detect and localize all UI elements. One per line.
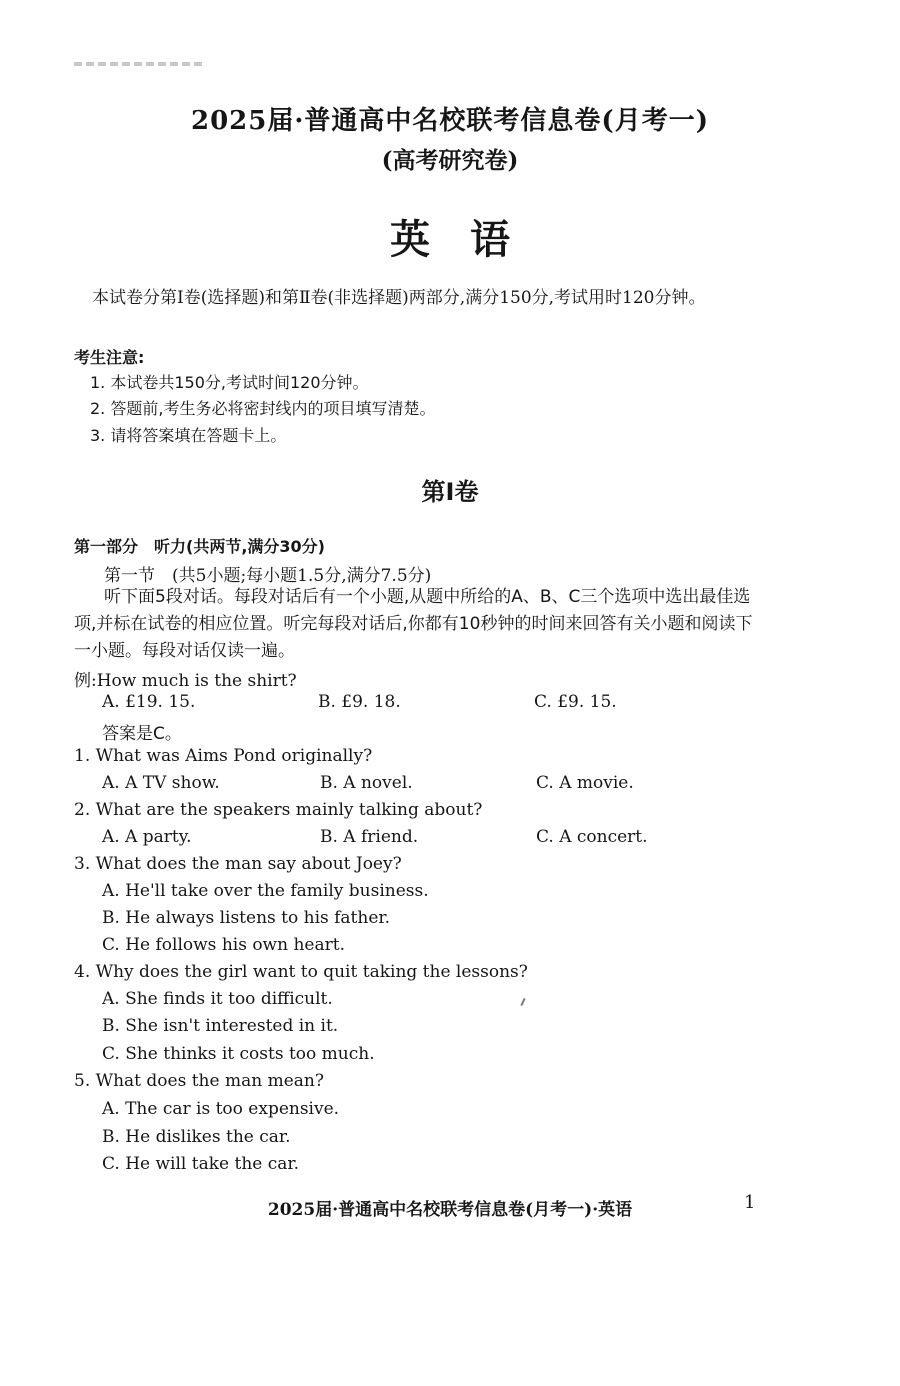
question-3: 3. What does the man say about Joey?	[74, 854, 402, 874]
question-4-option-c: C. She thinks it costs too much.	[102, 1044, 375, 1064]
scan-artifact	[74, 62, 202, 66]
question-3-option-a: A. He'll take over the family business.	[102, 881, 429, 901]
exam-subtitle: (高考研究卷)	[381, 147, 519, 174]
notice-item: 3. 请将答案填在答题卡上。	[90, 426, 287, 445]
question-2-option-a: A. A party.	[102, 827, 192, 847]
notice-item: 2. 答题前,考生务必将密封线内的项目填写清楚。	[90, 399, 436, 418]
question-5-option-b: B. He dislikes the car.	[102, 1127, 291, 1147]
exam-title: 2025届·普通高中名校联考信息卷(月考一)	[190, 106, 710, 136]
subject-heading: 英语	[390, 217, 550, 263]
intro-paragraph: 本试卷分第Ⅰ卷(选择题)和第Ⅱ卷(非选择题)两部分,满分150分,考试用时120分钟。	[92, 288, 706, 308]
volume-heading: 第Ⅰ卷	[421, 478, 479, 506]
example-option: B. £9. 18.	[318, 692, 401, 712]
example-option: A. £19. 15.	[102, 692, 196, 712]
page-number: 1	[744, 1192, 756, 1213]
question-3-option-b: B. He always listens to his father.	[102, 908, 391, 928]
part-heading: 第一部分 听力(共两节,满分30分)	[74, 537, 325, 556]
notice-item: 1. 本试卷共150分,考试时间120分钟。	[90, 373, 369, 392]
question-5-option-c: C. He will take the car.	[102, 1154, 300, 1174]
question-3-option-c: C. He follows his own heart.	[102, 935, 345, 955]
question-2: 2. What are the speakers mainly talking about?	[74, 800, 483, 820]
question-4-option-a: A. She finds it too difficult.	[102, 989, 333, 1009]
example-option: C. £9. 15.	[534, 692, 617, 712]
example-question: 例:How much is the shirt?	[74, 671, 297, 691]
question-2-option-b: B. A friend.	[320, 827, 419, 847]
section-heading: 第一节 (共5小题;每小题1.5分,满分7.5分)	[104, 566, 432, 586]
question-4-option-b: B. She isn't interested in it.	[102, 1016, 339, 1036]
question-1-option-b: B. A novel.	[320, 773, 413, 793]
instructions-paragraph: 听下面5段对话。每段对话后有一个小题,从题中所给的A、B、C三个选项中选出最佳选项,并标在试卷的相应位置。听完每段对话后,你都有10秒钟的时间来回答有关小题和阅读下一小题。每段对话仅读一遍。	[74, 587, 753, 661]
notice-title: 考生注意:	[74, 348, 145, 367]
question-5: 5. What does the man mean?	[74, 1071, 324, 1091]
question-4: 4. Why does the girl want to quit taking the lessons?	[74, 962, 528, 982]
question-1-option-c: C. A movie.	[536, 773, 634, 793]
question-1: 1. What was Aims Pond originally?	[74, 746, 373, 766]
pen-mark	[520, 998, 525, 1006]
page-footer: 2025届·普通高中名校联考信息卷(月考一)·英语	[267, 1200, 633, 1220]
example-answer: 答案是C。	[102, 724, 182, 744]
question-1-option-a: A. A TV show.	[102, 773, 220, 793]
question-2-option-c: C. A concert.	[536, 827, 648, 847]
question-5-option-a: A. The car is too expensive.	[102, 1099, 340, 1119]
